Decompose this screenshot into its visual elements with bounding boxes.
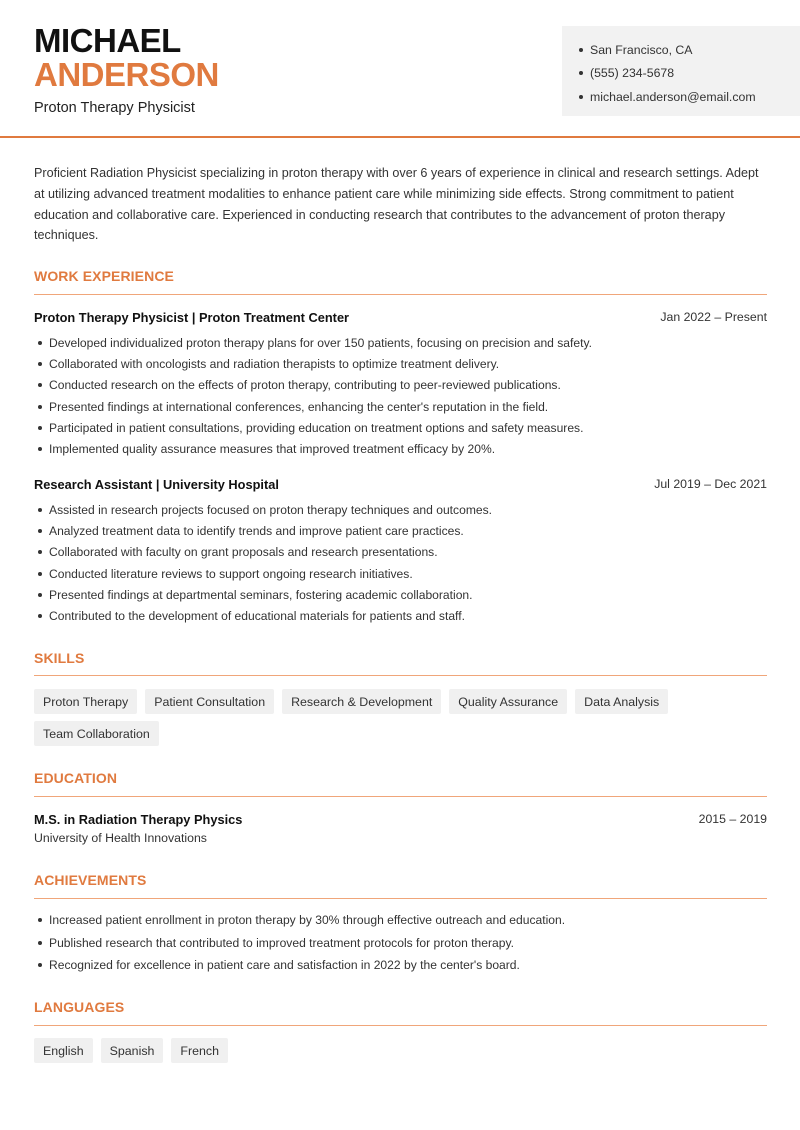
list-item	[34, 396, 767, 417]
list-item	[34, 932, 767, 955]
list-item-text: Developed individualized proton therapy plans for over 150 patients, focusing on precision and safety.	[49, 335, 592, 350]
job-dates: Jan 2022 – Present	[660, 310, 767, 324]
bullet-icon	[38, 614, 42, 618]
job-dates: Jul 2019 – Dec 2021	[654, 477, 767, 491]
contact-location-text: San Francisco, CA	[590, 42, 693, 57]
bullet-icon	[579, 48, 583, 52]
list-item-text: Analyzed treatment data to identify trends and improve patient care practices.	[49, 523, 464, 538]
section-title-education: EDUCATION	[34, 770, 118, 786]
list-item-text: Conducted literature reviews to support ongoing research initiatives.	[49, 566, 413, 581]
section-title-work: WORK EXPERIENCE	[34, 268, 174, 284]
bullet-icon	[38, 362, 42, 366]
section-title-skills: SKILLS	[34, 650, 85, 666]
languages-list	[34, 1038, 767, 1063]
list-item-text: Collaborated with oncologists and radiation therapists to optimize treatment delivery.	[49, 356, 500, 371]
job-role: Proton Therapy Physicist | Proton Treatment Center	[34, 310, 350, 325]
achievements-list	[34, 909, 767, 977]
list-item-text: Recognized for excellence in patient care and satisfaction in 2022 by the center's board.	[49, 958, 520, 973]
bullet-icon	[38, 593, 42, 597]
bullet-icon	[38, 550, 42, 554]
last-name: ANDERSON	[34, 56, 219, 93]
bullet-icon	[38, 341, 42, 345]
section-divider	[34, 1025, 767, 1026]
job-title: Proton Therapy Physicist	[34, 100, 195, 116]
list-item-text: Collaborated with faculty on grant proposals and research presentations.	[49, 545, 438, 560]
bullet-icon	[38, 572, 42, 576]
bullet-icon	[38, 918, 42, 922]
list-item-text: Increased patient enrollment in proton therapy by 30% through effective outreach and education.	[49, 913, 566, 928]
contact-location	[579, 38, 800, 62]
bullet-icon	[38, 426, 42, 430]
list-item-text: Implemented quality assurance measures that improved treatment efficacy by 20%.	[49, 442, 496, 457]
bullet-icon	[38, 447, 42, 451]
education-dates: 2015 – 2019	[698, 812, 767, 826]
section-divider	[34, 898, 767, 899]
bullet-icon	[38, 405, 42, 409]
list-item	[34, 332, 767, 353]
list-item-text: Presented findings at departmental seminars, fostering academic collaboration.	[49, 587, 473, 602]
summary: Proficient Radiation Physicist specializing in proton therapy with over 6 years of experience in clinical and research settings. Adept at utilizing advanced treatment modalities to enhance patient care while minimizing side effects. Strong commitment to patient education and collaborative care. Experienced in conducting research that contributes to the advancement of proton therapy techniques.	[34, 166, 759, 243]
job-bullets	[34, 499, 767, 627]
school: University of Health Innovations	[34, 831, 207, 845]
section-title-languages: LANGUAGES	[34, 999, 125, 1015]
bullet-icon	[38, 508, 42, 512]
job-header	[34, 477, 767, 492]
job-bullets	[34, 332, 767, 460]
list-item-text: Contributed to the development of educational materials for patients and staff.	[49, 609, 465, 624]
list-item	[34, 542, 767, 563]
list-item	[34, 563, 767, 584]
skill-chip: Data Analysis	[575, 689, 668, 714]
list-item	[34, 605, 767, 626]
job-role: Research Assistant | University Hospital	[34, 477, 279, 492]
job-header	[34, 310, 767, 325]
list-item	[34, 584, 767, 605]
list-item	[34, 520, 767, 541]
list-item	[34, 499, 767, 520]
education-header	[34, 812, 767, 827]
first-name: MICHAEL	[34, 22, 181, 59]
language-chip: English	[34, 1038, 93, 1063]
contact-email	[579, 85, 800, 109]
skill-chip: Patient Consultation	[145, 689, 274, 714]
bullet-icon	[38, 383, 42, 387]
contact-phone-text: (555) 234-5678	[590, 66, 675, 81]
section-divider	[34, 294, 767, 295]
degree: M.S. in Radiation Therapy Physics	[34, 812, 243, 827]
bullet-icon	[38, 941, 42, 945]
list-item	[34, 438, 767, 459]
resume-header	[0, 0, 800, 138]
list-item	[34, 353, 767, 374]
contact-phone	[579, 62, 800, 86]
bullet-icon	[38, 963, 42, 967]
contact-box	[562, 26, 800, 116]
language-chip: Spanish	[101, 1038, 164, 1063]
skills-list	[34, 689, 767, 746]
skill-chip: Team Collaboration	[34, 721, 159, 746]
skill-chip: Proton Therapy	[34, 689, 137, 714]
bullet-icon	[579, 71, 583, 75]
skill-chip: Research & Development	[282, 689, 441, 714]
contact-email-text: michael.anderson@email.com	[590, 89, 756, 104]
list-item	[34, 417, 767, 438]
section-divider	[34, 675, 767, 676]
list-item	[34, 954, 767, 977]
language-chip: French	[171, 1038, 228, 1063]
bullet-icon	[38, 529, 42, 533]
skill-chip: Quality Assurance	[449, 689, 567, 714]
list-item-text: Conducted research on the effects of proton therapy, contributing to peer-reviewed publications.	[49, 378, 561, 393]
list-item	[34, 375, 767, 396]
list-item-text: Participated in patient consultations, providing education on treatment options and safety measures.	[49, 420, 584, 435]
list-item-text: Presented findings at international conferences, enhancing the center's reputation in the field.	[49, 399, 549, 414]
section-title-achievements: ACHIEVEMENTS	[34, 872, 147, 888]
list-item	[34, 909, 767, 932]
list-item-text: Assisted in research projects focused on proton therapy techniques and outcomes.	[49, 502, 493, 517]
bullet-icon	[579, 95, 583, 99]
section-divider	[34, 796, 767, 797]
list-item-text: Published research that contributed to improved treatment protocols for proton therapy.	[49, 935, 514, 950]
